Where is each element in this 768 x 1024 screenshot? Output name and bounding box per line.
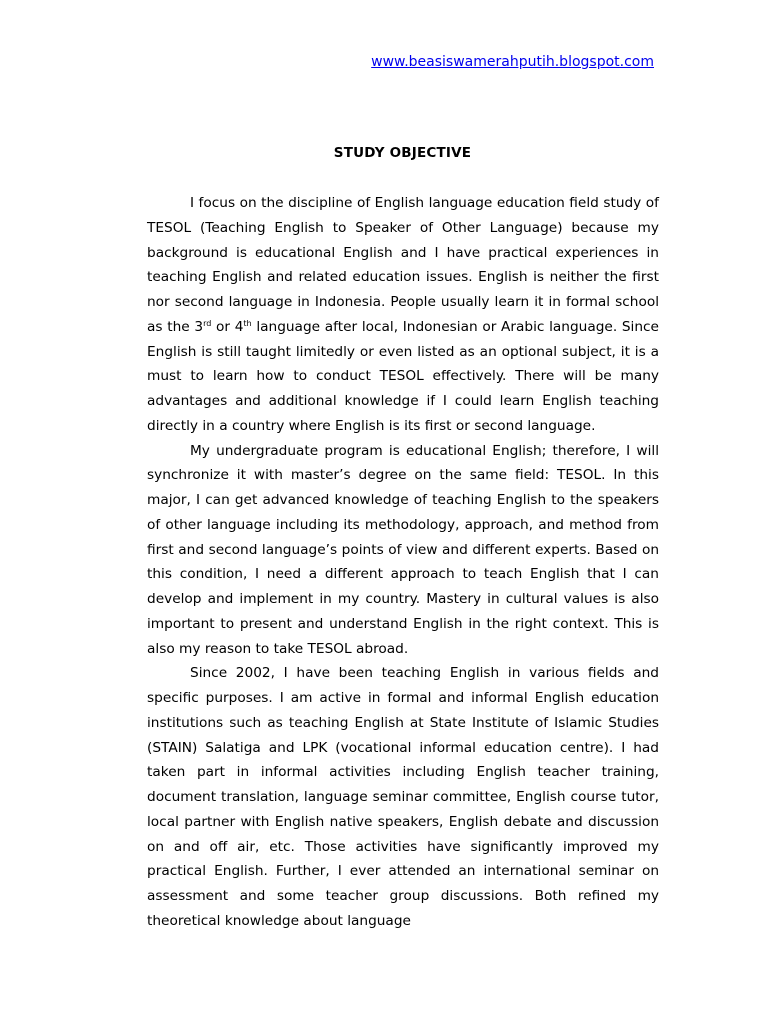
ordinal-suffix: rd	[203, 318, 212, 328]
document-body	[147, 191, 659, 934]
paragraph-text: language after local, Indonesian or Arabic language. Since English is still taught limitedly or even listed as an optional subject, it is a must to learn how to conduct TESOL effectively. There will be many advantages and additional knowledge if I could learn English teaching directly in a country where English is its first or second language.	[147, 318, 659, 434]
paragraph-study-focus	[147, 191, 659, 439]
paragraph-undergraduate-program: My undergraduate program is educational English; therefore, I will synchronize it with master’s degree on the same field: TESOL. In this major, I can get advanced knowledge of teaching English to the speakers of other language including its methodology, approach, and method from first and second language’s points of view and different experts. Based on this condition, I need a different approach to teach English that I can develop and implement in my country. Mastery in cultural values is also important to present and understand English in the right context. This is also my reason to take TESOL abroad.	[147, 442, 659, 657]
paragraph-text: I focus on the discipline of English language education field study of TESOL (Teaching English to Speaker of Other Language) because my background is educational English and I have practical experiences in teaching English and related education issues. English is neither the first nor second language in Indonesia. People usually learn it in formal school as the 3	[147, 195, 659, 335]
document-title: STUDY OBJECTIVE	[333, 145, 472, 161]
paragraph-teaching-experience: Since 2002, I have been teaching English in various fields and specific purposes. I am active in formal and informal English education institutions such as teaching English at State Institute of Islamic Studies (STAIN) Salatiga and LPK (vocational informal education centre). I had taken part in informal activities including English teacher training, document translation, language seminar committee, English course tutor, local partner with English native speakers, English debate and discussion on and off air, etc. Those activities have significantly improved my practical English. Further, I ever attended an international seminar on assessment and some teacher group discussions. Both refined my theoretical knowledge about language	[147, 665, 659, 929]
paragraph-text: or 4	[211, 318, 244, 335]
ordinal-suffix: th	[243, 318, 252, 328]
blog-url-link[interactable]: www.beasiswamerahputih.blogspot.com	[371, 54, 654, 70]
